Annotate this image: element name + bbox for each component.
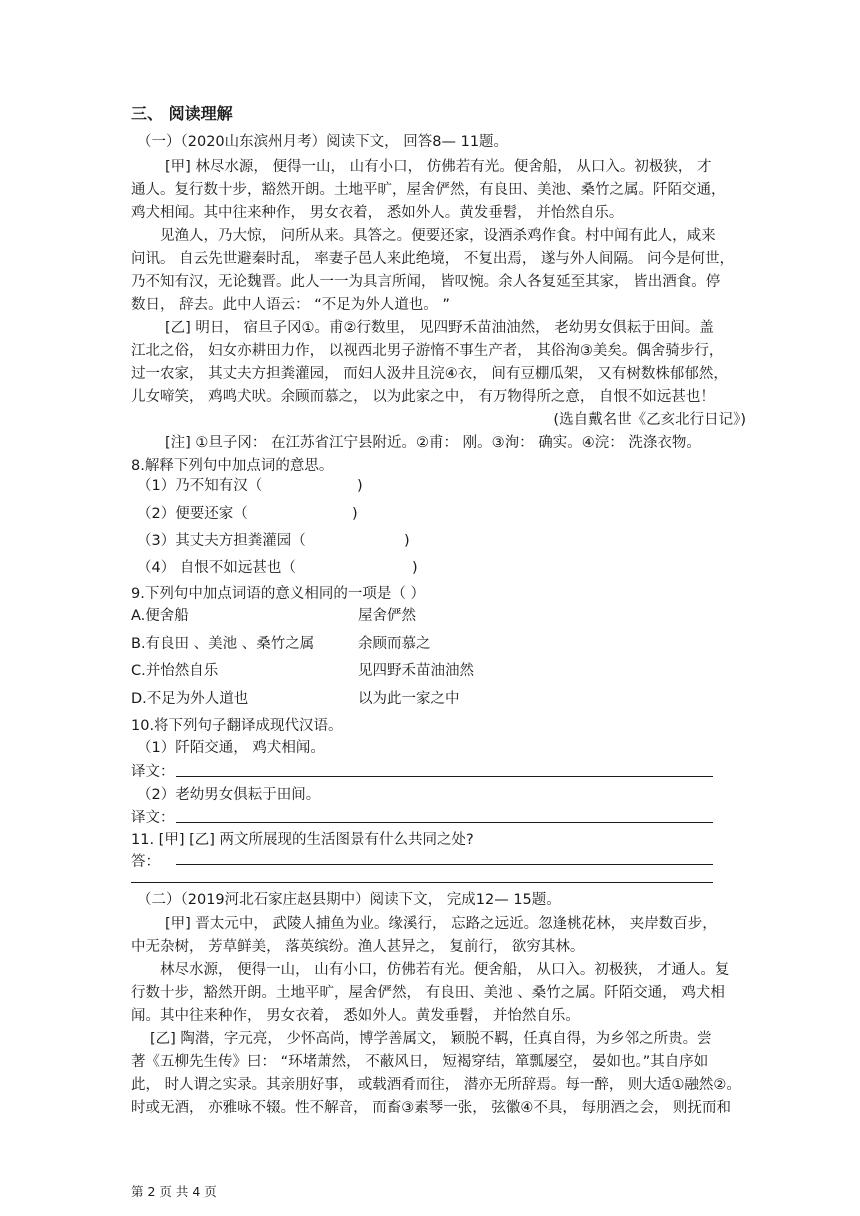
- part1-jia-line: 乃不知有汉，无论魏晋。此人一一为具言所闻， 皆叹惋。余人各复延至其家， 皆出酒食。停: [131, 274, 721, 290]
- answer-blank-line[interactable]: [131, 882, 713, 883]
- part1-jia-line: 通人。复行数十步，豁然开朗。土地平旷，屋舍俨然，有良田、美池、桑竹之属。阡陌交通，: [131, 182, 726, 198]
- part1-jia-line: 鸡犬相闻。其中往来种作， 男女衣着， 悉如外人。黄发垂髫， 并怡然自乐。: [131, 205, 624, 221]
- part1-note: [注] ①旦子冈： 在江苏省江宁县附近。②甫： 刚。③洵： 确实。④浣： 洗涤衣物。: [165, 435, 701, 451]
- answer-blank-line[interactable]: [176, 822, 713, 823]
- answer-blank-line[interactable]: [176, 776, 713, 777]
- part2-yi-line: 此， 时人谓之实录。其亲朋好事， 或载酒肴而往， 潜亦无所辞焉。每一醉， 则大适①融然②。: [131, 1077, 741, 1093]
- part1-yi-line: 过一农家， 其丈夫方担粪灌园， 而妇人汲井且浣④衣， 间有豆棚瓜架， 又有树数株郁郁然，: [131, 366, 728, 382]
- question-10: 10.将下列句子翻译成现代汉语。: [131, 718, 343, 734]
- part2-yi-line: [乙] 陶潜，字元亮， 少怀高尚，博学善属文， 颖脱不羁，任真自得，为乡邻之所贵。尝: [150, 1031, 712, 1047]
- q9-option-a-pair: 屋舍俨然: [358, 608, 416, 624]
- translation-label: 译文：: [131, 810, 175, 826]
- part1-jia-line: 问讯。 自云先世避秦时乱， 率妻子邑人来此绝境， 不复出焉， 遂与外人间隔。 问今是何世，: [131, 251, 735, 267]
- part1-jia-line: 见渔人，乃大惊， 问所从来。具答之。便要还家，设酒杀鸡作食。村中闻有此人，咸来: [160, 228, 716, 244]
- q9-option-a: A.便舍船: [131, 608, 189, 624]
- page-footer: 第 2 页 共 4 页: [131, 1184, 217, 1199]
- q8-close-paren: ): [352, 506, 358, 522]
- part2-jia-line: [甲] 晋太元中， 武陵人捕鱼为业。缘溪行， 忘路之远近。忽逢桃花林， 夹岸数百步，: [165, 916, 717, 932]
- part2-jia-line: 闻。其中往来种作， 男女衣着， 悉如外人。黄发垂髫， 并怡然自乐。: [131, 1008, 580, 1024]
- q9-option-c-pair: 见四野禾苗油油然: [358, 663, 474, 679]
- q8-item-3: （3）其丈夫方担粪灌园（: [137, 533, 306, 549]
- answer-label: 答：: [131, 854, 160, 870]
- q8-item-4: （4） 自恨不如远甚也（: [137, 560, 296, 576]
- part1-source: (选自戴名世《乙亥北行日记》): [553, 412, 746, 428]
- q8-close-paren: ): [404, 533, 410, 549]
- part1-yi-line: 江北之俗， 妇女亦耕田力作， 以视西北男子游惰不事生产者， 其俗洵③美矣。偶舍骑步行，: [131, 343, 724, 359]
- q9-option-c: C.并怡然自乐: [131, 663, 219, 679]
- q8-item-2: （2）便要还家（: [137, 506, 248, 522]
- part1-intro: （一）（2020山东滨州月考）阅读下文， 回答8— 11题。: [137, 134, 509, 150]
- part2-jia-line: 行数十步，豁然开朗。土地平旷，屋舍俨然， 有良田、美池 、桑竹之属。阡陌交通， 鸡犬相: [131, 985, 725, 1001]
- part1-yi-line: [乙] 明日， 宿旦子冈①。甫②行数里， 见四野禾苗油油然， 老幼男女俱耘于田间。盖: [165, 320, 714, 336]
- q9-option-b: B.有良田 、美池 、桑竹之属: [131, 636, 315, 652]
- q8-close-paren: ): [357, 478, 363, 494]
- q9-option-d: D.不足为外人道也: [131, 691, 249, 707]
- q10-item-1: （1）阡陌交通， 鸡犬相闻。: [137, 740, 325, 756]
- q10-item-2: （2）老幼男女俱耘于田间。: [137, 787, 321, 803]
- part2-yi-line: 著《五柳先生传》曰： “环堵萧然， 不蔽风日， 短褐穿结，箪瓢屡空， 晏如也。”其自序如: [131, 1054, 709, 1070]
- q9-option-d-pair: 以为此一家之中: [358, 691, 460, 707]
- question-9: 9.下列句中加点词语的意义相同的一项是（ ）: [131, 586, 425, 602]
- part1-jia-line: 数日， 辞去。此中人语云： “不足为外人道也。 ”: [131, 297, 450, 313]
- part1-yi-line: 儿女啼笑， 鸡鸣犬吠。余顾而慕之， 以为此家之中， 有万物得所之意， 自恨不如远甚也！: [131, 389, 715, 405]
- part2-intro: （二）（2019河北石家庄赵县期中）阅读下文， 完成12— 15题。: [137, 892, 561, 908]
- question-8: 8.解释下列句中加点词的意思。: [131, 458, 334, 474]
- part1-jia-line: [甲] 林尽水源， 便得一山， 山有小口， 仿佛若有光。便舍船， 从口入。初极狭， 才: [165, 159, 712, 175]
- translation-label: 译文：: [131, 764, 175, 780]
- question-11: 11. [甲] [乙] 两文所展现的生活图景有什么共同之处?: [131, 832, 474, 848]
- part2-jia-line: 林尽水源， 便得一山， 山有小口，仿佛若有光。便舍船， 从口入。初极狭， 才通人。复: [160, 962, 730, 978]
- q8-close-paren: ): [412, 560, 418, 576]
- section-title: 三、 阅读理解: [131, 104, 233, 123]
- q9-option-b-pair: 余顾而慕之: [358, 636, 431, 652]
- answer-blank-line[interactable]: [176, 864, 713, 865]
- part2-yi-line: 时或无酒， 亦雅咏不辍。性不解音， 而畜③素琴一张， 弦徽④不具， 每朋酒之会， 则抚而和: [131, 1100, 732, 1116]
- q8-item-1: （1）乃不知有汉（: [137, 478, 263, 494]
- part2-jia-line: 中无杂树， 芳草鲜美， 落英缤纷。渔人甚异之， 复前行， 欲穷其林。: [131, 939, 585, 955]
